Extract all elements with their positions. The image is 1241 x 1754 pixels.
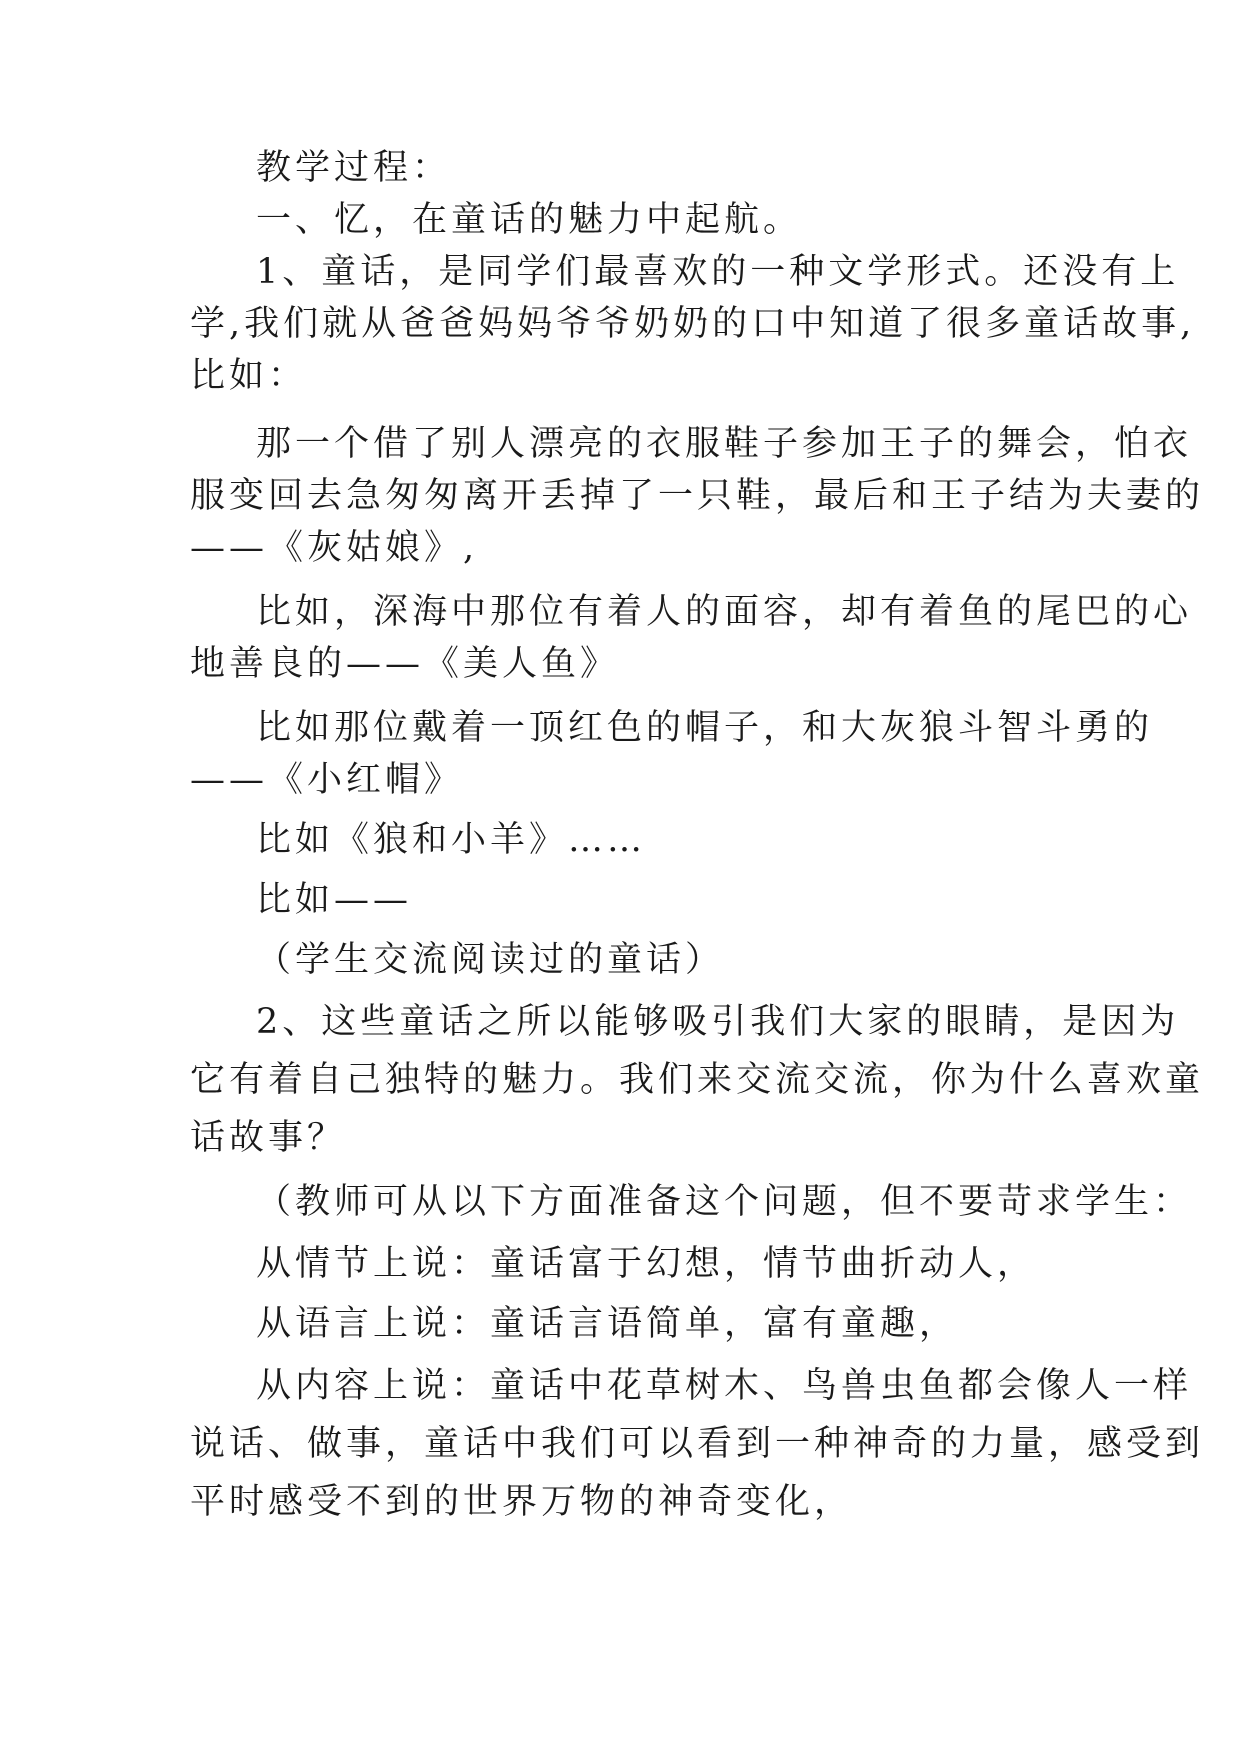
text-line: 它有着自己独特的魅力。我们来交流交流，你为什么喜欢童 [190,1060,1205,1100]
text-line: 比如—— [256,880,413,920]
text-line: 比如： [190,356,308,396]
text-line: ——《小红帽》 [190,760,464,800]
text-line: 平时感受不到的世界万物的神奇变化， [190,1482,854,1522]
text-line: 比如，深海中那位有着人的面容，却有着鱼的尾巴的心 [256,592,1193,632]
text-line: （教师可从以下方面准备这个问题，但不要苛求学生： [256,1182,1193,1222]
text-line: 学,我们就从爸爸妈妈爷爷奶奶的口中知道了很多童话故事, [190,304,1196,344]
text-line: （学生交流阅读过的童话） [256,940,725,980]
text-line: ——《灰姑娘》, [190,528,479,568]
text-line: 从语言上说：童话言语简单，富有童趣， [256,1304,959,1344]
text-line: 比如那位戴着一顶红色的帽子，和大灰狼斗智斗勇的 [256,708,1154,748]
text-line: 1、童话，是同学们最喜欢的一种文学形式。还没有上 [256,252,1180,292]
text-line: 说话、做事，童话中我们可以看到一种神奇的力量，感受到 [190,1424,1205,1464]
text-line: 地善良的——《美人鱼》 [190,644,620,684]
text-line: 从情节上说：童话富于幻想，情节曲折动人， [256,1244,1037,1284]
text-line: 比如《狼和小羊》…… [256,820,647,860]
text-line: 那一个借了别人漂亮的衣服鞋子参加王子的舞会，怕衣 [256,424,1193,464]
text-line: 从内容上说：童话中花草树木、鸟兽虫鱼都会像人一样 [256,1366,1193,1406]
text-line: 话故事？ [190,1118,347,1158]
text-line: 2、这些童话之所以能够吸引我们大家的眼睛，是因为 [256,1002,1180,1042]
text-line: 服变回去急匆匆离开丢掉了一只鞋，最后和王子结为夫妻的 [190,476,1205,516]
text-line: 一、忆，在童话的魅力中起航。 [256,200,803,240]
text-line: 教学过程： [256,148,452,188]
